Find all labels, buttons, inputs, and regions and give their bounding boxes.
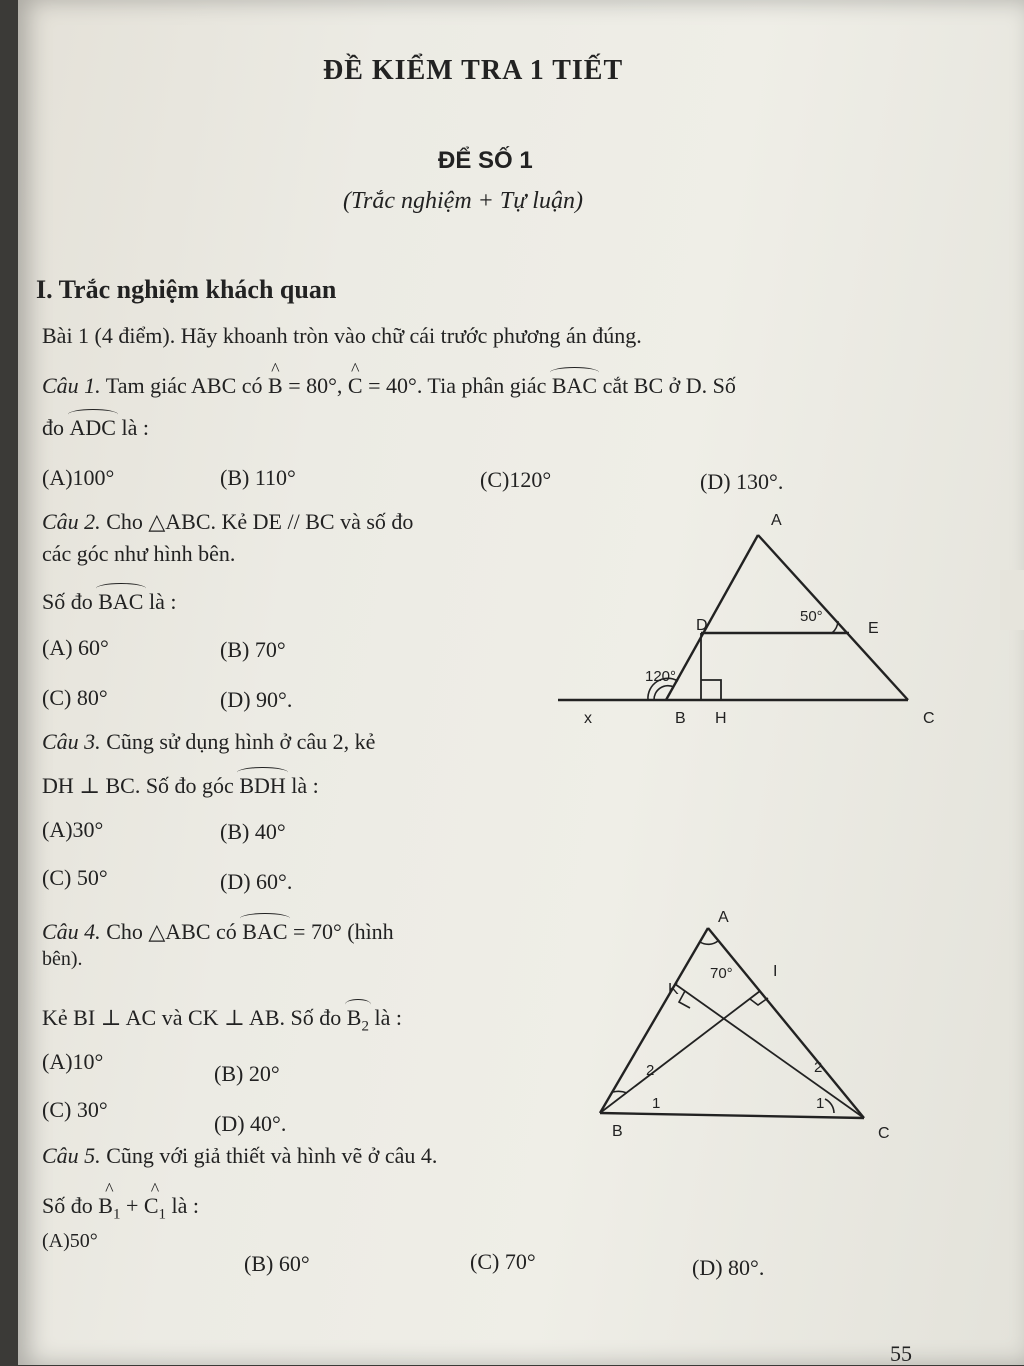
angle-label-b1: 1 (652, 1095, 661, 1112)
q4-option-c[interactable]: (C) 30° (42, 1097, 108, 1122)
angle-c1-letter: C (143, 1193, 159, 1218)
question-2-line-2: các góc như hình bên. (42, 541, 236, 566)
angle-label-e: 50° (800, 608, 823, 625)
figure-triangle-altitudes (578, 900, 898, 1150)
question-4-label: Câu 4. (42, 919, 101, 944)
angle-b2-letter: B (346, 1005, 362, 1030)
label-x: x (584, 710, 592, 727)
label-a: A (771, 512, 782, 529)
book-page (18, 0, 1024, 1365)
label-c: C (878, 1125, 890, 1142)
angle-c-symbol: ^ C (348, 374, 363, 398)
label-b: B (612, 1123, 623, 1140)
question-2-line-1 (42, 510, 413, 534)
q4-option-b[interactable]: (B) 20° (214, 1061, 280, 1086)
q2-option-d[interactable]: (D) 90°. (220, 687, 293, 712)
q4-line-1-a: Cho △ABC có (106, 919, 237, 944)
page-title: ĐỀ KIỂM TRA 1 TIẾT (323, 55, 624, 86)
q5-option-b[interactable]: (B) 60° (244, 1251, 310, 1276)
q1-option-d[interactable]: (D) 130°. (700, 469, 784, 494)
q1-c-value: = 40°. Tia phân giác (368, 373, 547, 398)
question-1-label: Câu 1. (42, 373, 101, 398)
angle-label-a: 70° (710, 965, 733, 982)
q1-option-b[interactable]: (B) 110° (220, 465, 296, 490)
angle-mark-e (832, 621, 838, 633)
section-title: I. Trắc nghiệm khách quan (36, 275, 337, 304)
adjacent-page-edge (1000, 570, 1024, 630)
angle-b-symbol: ^ B (268, 374, 283, 398)
angle-bdh: BDH (239, 773, 286, 798)
angle-bac-q2: BAC (98, 589, 144, 614)
question-1-line-1 (42, 374, 736, 398)
angle-b2 (347, 1006, 369, 1035)
q4-option-a[interactable]: (A)10° (42, 1049, 104, 1074)
right-angle-mark-h (701, 680, 721, 700)
side-ac (758, 535, 908, 700)
q2-option-b[interactable]: (B) 70° (220, 637, 286, 662)
question-5-line-1 (42, 1144, 437, 1168)
angle-c1 (144, 1194, 166, 1223)
angle-b1-letter: B (98, 1193, 113, 1218)
q5-option-d[interactable]: (D) 80°. (692, 1255, 765, 1280)
q1-text-c: đo (42, 415, 64, 440)
right-angle-mark-i (750, 998, 768, 1005)
q2-option-c[interactable]: (C) 80° (42, 685, 108, 710)
exam-number: ĐỂ SỐ 1 (438, 147, 533, 174)
q2-option-a[interactable]: (A) 60° (42, 635, 109, 660)
side-ab (666, 535, 758, 700)
q4-line-1-b: = 70° (hình (293, 919, 394, 944)
question-4-line-1 (42, 920, 394, 944)
q5-line-2-a: Số đo (42, 1193, 93, 1218)
q1-option-c[interactable]: (C)120° (480, 467, 552, 492)
angle-mark-c (825, 1099, 834, 1113)
q4-option-d[interactable]: (D) 40°. (214, 1111, 287, 1136)
angle-label-c1: 1 (816, 1095, 825, 1112)
question-2-label: Câu 2. (42, 509, 101, 534)
label-a: A (718, 909, 729, 926)
q1-text-a: Tam giác ABC có (105, 373, 263, 398)
figure-triangle-de-parallel-bc (538, 505, 938, 735)
q3-option-c[interactable]: (C) 50° (42, 865, 108, 890)
q1-text-b: cắt BC ở D. Số (602, 373, 736, 398)
side-bc (600, 1113, 864, 1118)
question-3-label: Câu 3. (42, 729, 101, 754)
task-instruction (42, 324, 642, 348)
question-3-line-1 (42, 730, 375, 754)
q3-line-1-text: Cũng sử dụng hình ở câu 2, kẻ (106, 729, 376, 754)
q2-line-3-a: Số đo (42, 589, 93, 614)
label-e: E (868, 620, 879, 637)
q5-line-1-text: Cũng với giả thiết và hình vẽ ở câu 4. (106, 1143, 438, 1168)
q5-option-a[interactable]: (A)50° (42, 1230, 98, 1252)
q4-line-3-a: Kẻ BI ⊥ AC và CK ⊥ AB. Số đo (42, 1005, 342, 1030)
angle-label-c2: 2 (814, 1059, 823, 1076)
q1-text-d: là : (121, 415, 149, 440)
q2-line-1-text: Cho △ABC. Kẻ DE // BC và số đo (106, 509, 414, 534)
q3-option-d[interactable]: (D) 60°. (220, 869, 293, 894)
angle-bac-q4: BAC (242, 919, 288, 944)
q3-option-a[interactable]: (A)30° (42, 817, 104, 842)
label-h: H (715, 710, 727, 727)
angle-b2-sub: 2 (361, 1018, 369, 1035)
angle-adc: ADC (69, 415, 116, 440)
q1-b-value: = 80°, (288, 373, 343, 398)
q4-line-3-b: là : (374, 1005, 402, 1030)
angle-b1-sub: 1 (112, 1206, 121, 1223)
angle-bac: BAC (551, 373, 598, 398)
q3-line-2-a: DH ⊥ BC. Số đo góc (42, 773, 234, 798)
q3-line-2-b: là : (291, 773, 319, 798)
label-b: B (675, 710, 686, 727)
label-i: I (773, 963, 778, 980)
label-c: C (923, 710, 935, 727)
label-k: K (668, 981, 679, 998)
label-d: D (696, 617, 708, 634)
side-ab (600, 928, 708, 1113)
question-3-line-2 (42, 774, 319, 798)
angle-b1 (98, 1194, 120, 1223)
q5-option-c[interactable]: (C) 70° (470, 1249, 536, 1274)
question-4-line-3 (42, 1006, 402, 1035)
q5-line-2-b: là : (171, 1193, 200, 1218)
q3-option-b[interactable]: (B) 40° (220, 819, 286, 844)
q2-line-3-b: là : (149, 589, 177, 614)
angle-mark-a (700, 941, 718, 944)
question-5-label: Câu 5. (42, 1143, 101, 1168)
angle-c1-sub: 1 (158, 1206, 167, 1223)
question-5-line-2 (42, 1194, 199, 1223)
question-1-line-2 (42, 416, 149, 440)
task-text: Hãy khoanh tròn vào chữ cái trước phương án đúng. (180, 323, 642, 348)
question-4-line-2: bên). (42, 948, 83, 970)
q1-option-a[interactable]: (A)100° (42, 465, 115, 490)
angle-label-b: 120° (645, 668, 677, 685)
page-number: 55 (890, 1341, 912, 1366)
task-lead: Bài 1 (4 điểm). (42, 323, 176, 348)
exam-format: (Trắc nghiệm + Tự luận) (343, 188, 583, 214)
question-2-line-3 (42, 590, 177, 614)
angle-mark-b (613, 1091, 627, 1093)
angle-label-b2: 2 (646, 1062, 655, 1079)
plus-sign: + (125, 1193, 139, 1218)
altitude-bi (600, 991, 760, 1113)
